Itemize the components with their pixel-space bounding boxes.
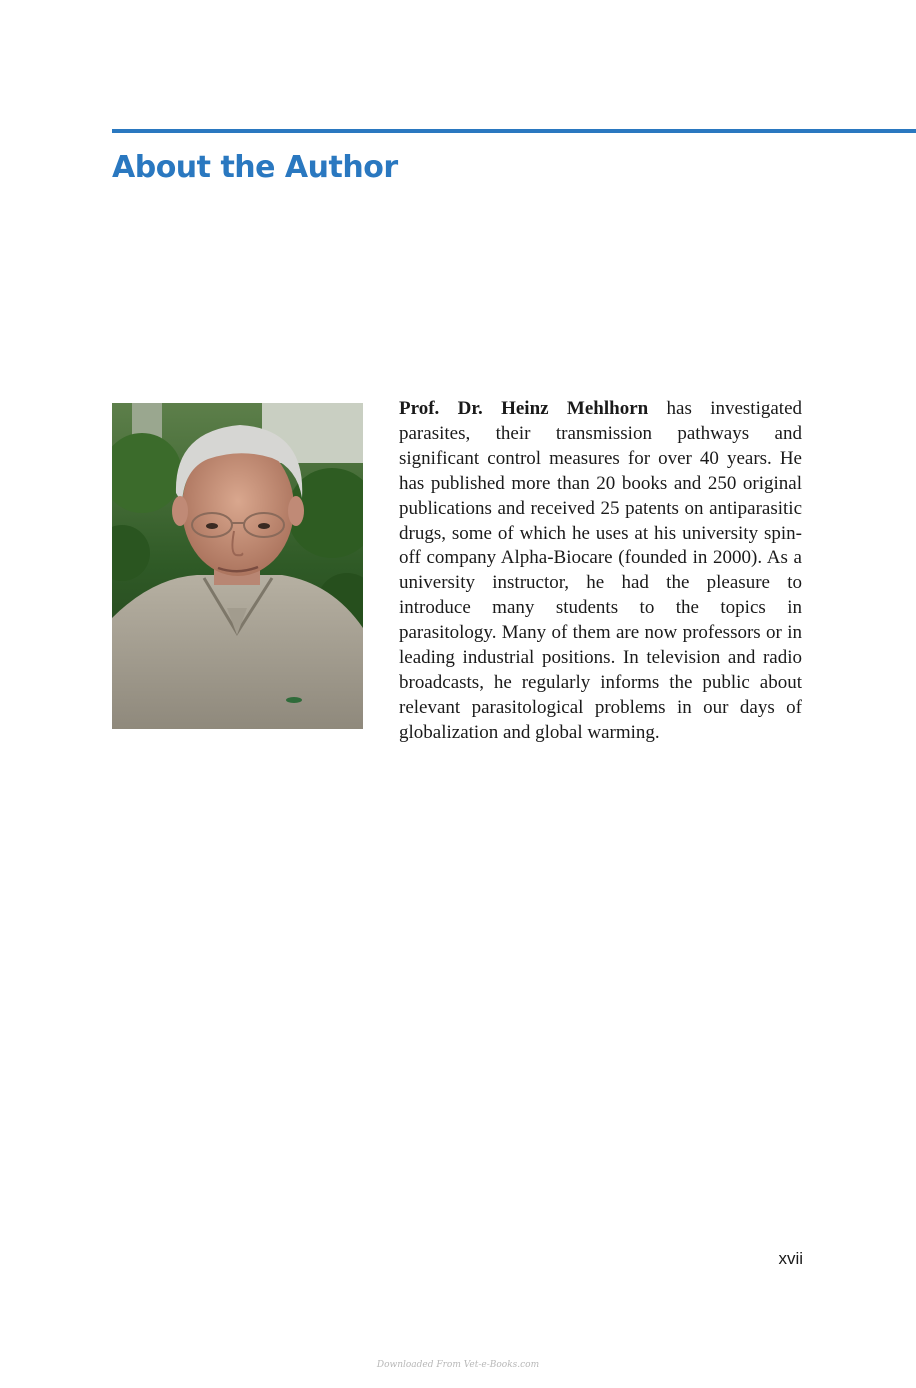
author-portrait [112,403,363,729]
author-name: Prof. Dr. Heinz Mehlhorn [399,398,649,419]
page-number: xvii [778,1249,803,1268]
author-bio [399,397,802,746]
header-rule [112,129,916,133]
author-bio-text: has investigated parasites, their transmission pathways and significant control measures for over 40 years. He has published more than 20 books and 250 original publications and received 25 patents on antiparasitic drugs, some of which he uses at his university spin-off company Alpha-Biocare (founded in 2000). As a university instructor, he had the pleasure to introduce many students to the topics in parasitology. Many of them are now professors or in leading industrial positions. In television and radio broadcasts, he regularly informs the public about relevant parasitological problems in our days of globalization and global warming. [399,398,803,743]
page-heading: About the Author [112,150,398,185]
download-watermark: Downloaded From Vet-e-Books.com [376,1360,540,1370]
